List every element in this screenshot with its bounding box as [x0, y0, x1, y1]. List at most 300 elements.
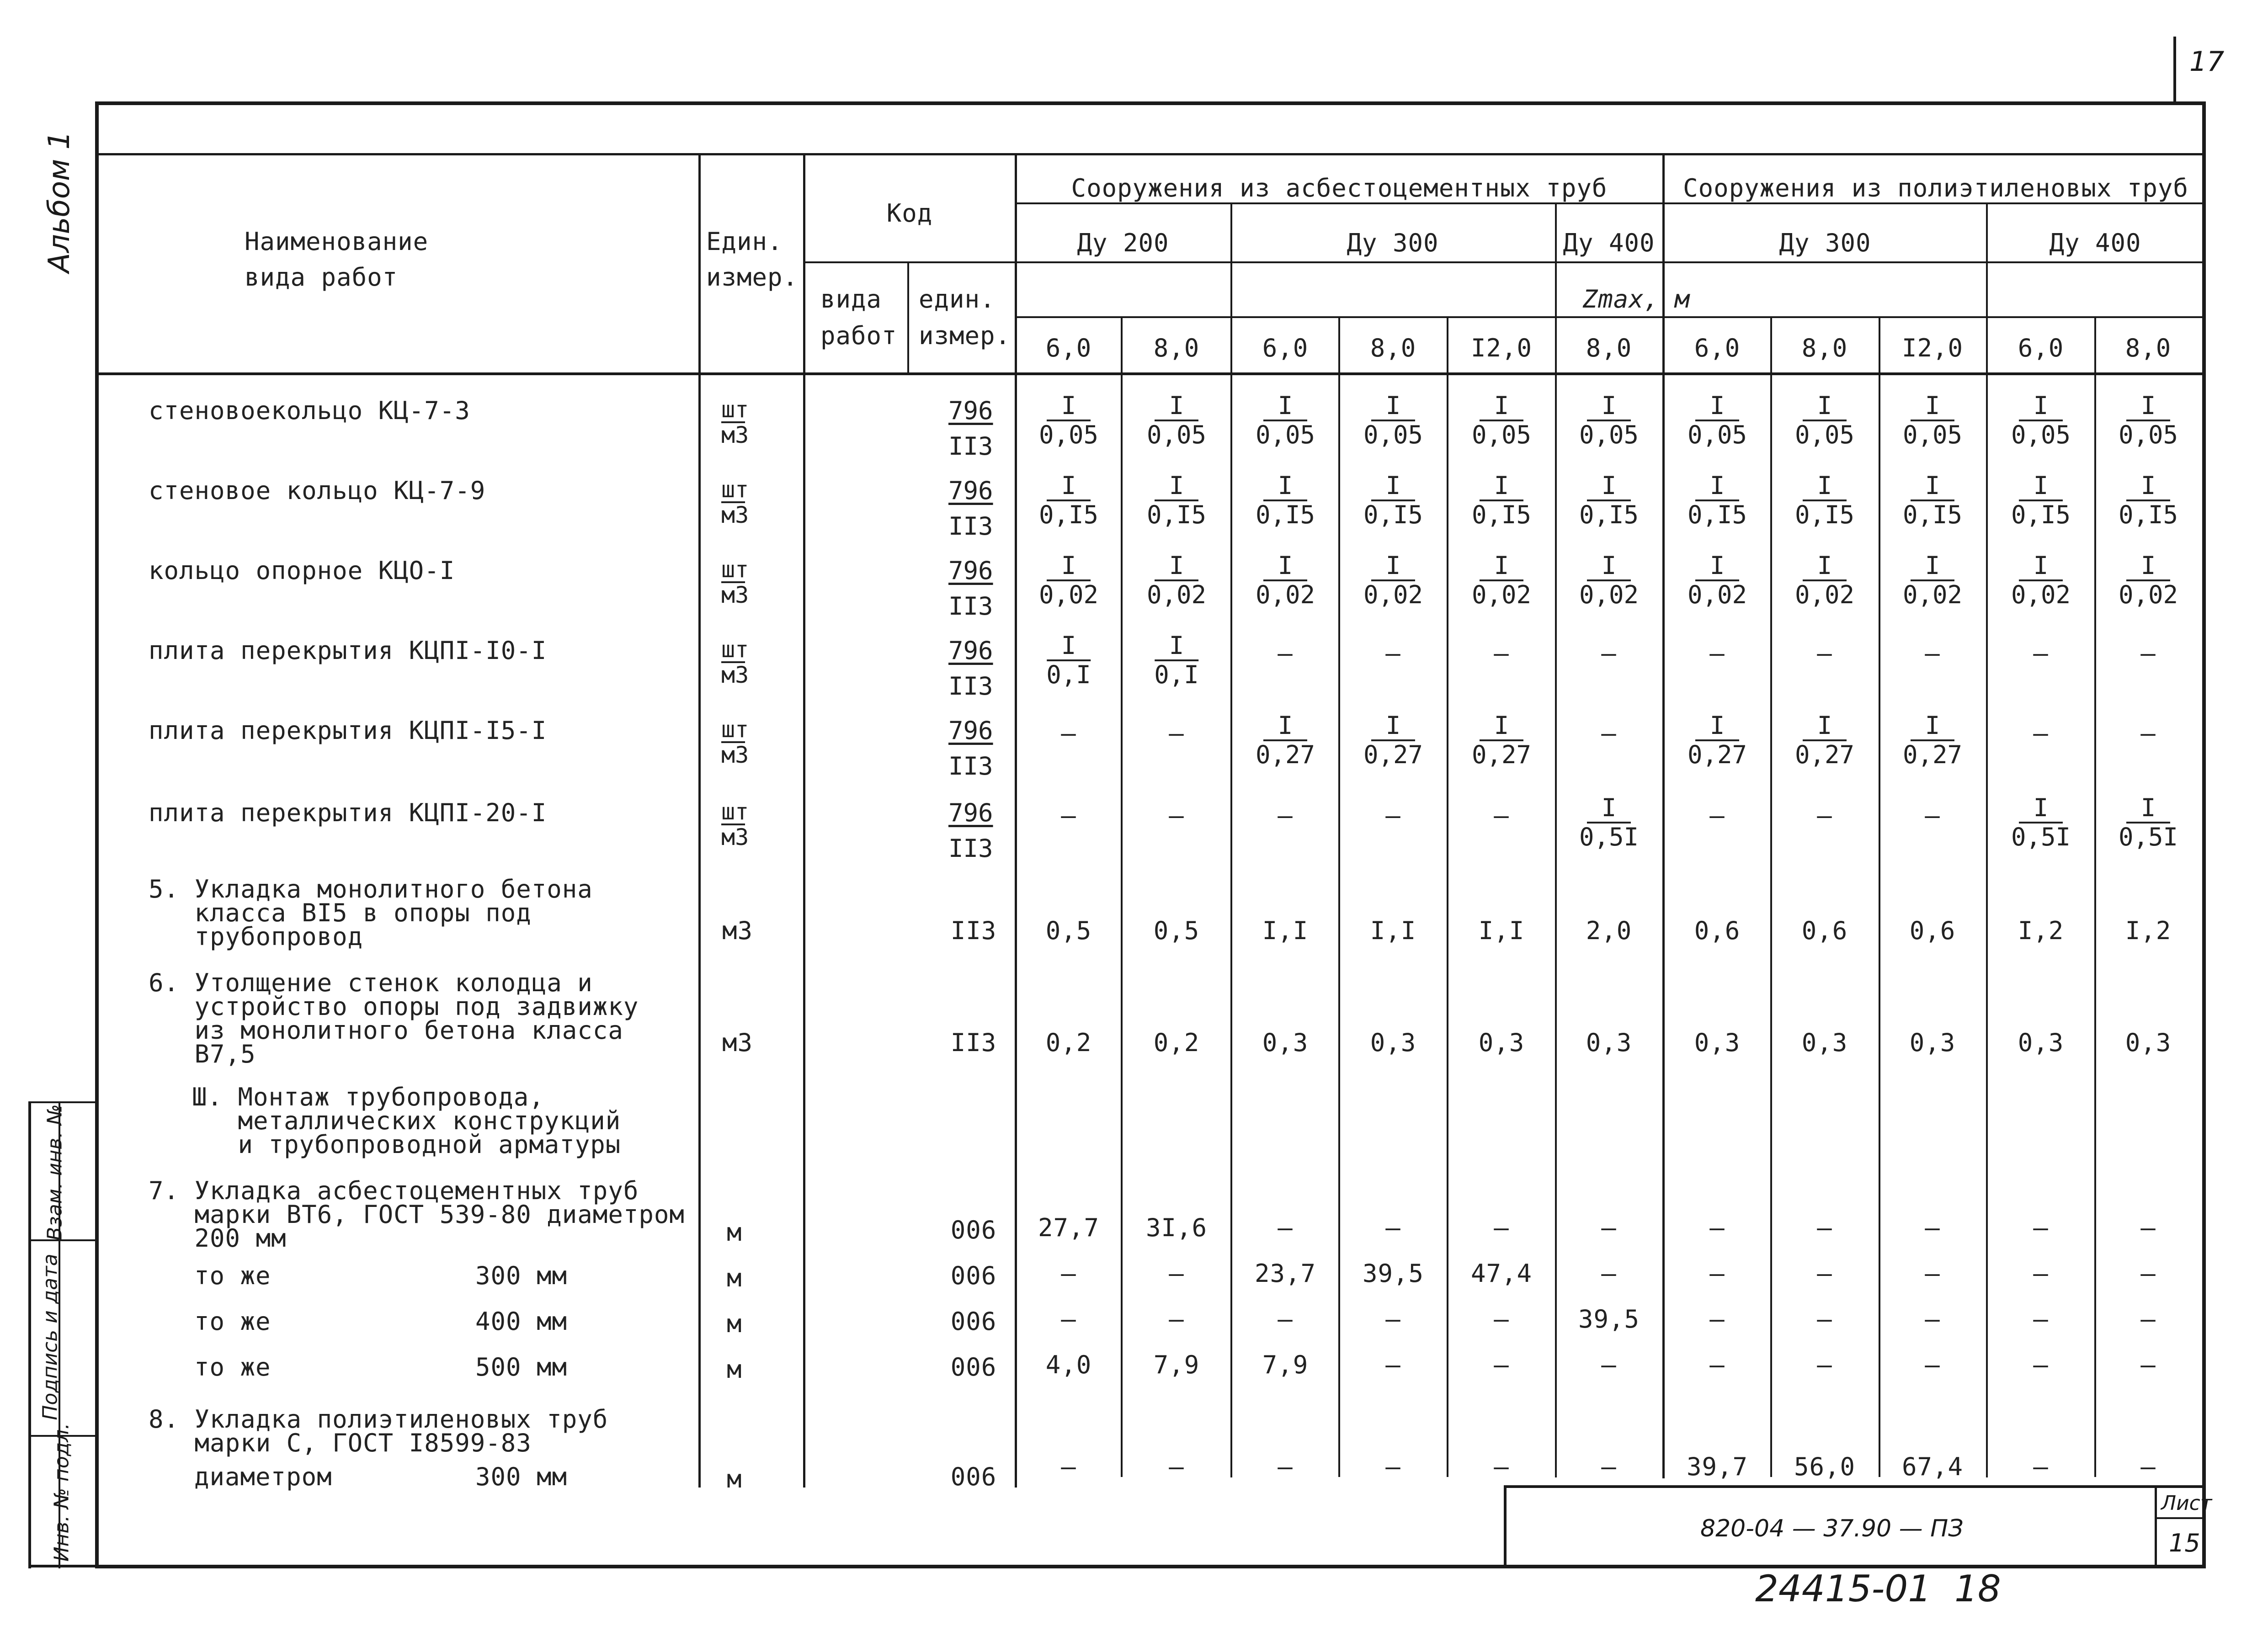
value-cell: –: [1169, 1452, 1184, 1481]
fraction-count: I: [2019, 794, 2063, 824]
fraction-count: I: [1263, 392, 1307, 421]
fraction-count: I: [1371, 392, 1415, 421]
fraction-count: I: [1695, 712, 1739, 741]
value-fraction: [1147, 392, 1206, 449]
fraction-volume: 0,27: [1363, 740, 1423, 769]
depth-header-cell: 6,0: [1694, 334, 1741, 362]
header-code-work: вида работ: [820, 285, 897, 350]
unit-numerator: шт: [721, 396, 749, 423]
work-item-code: II3: [950, 916, 997, 945]
value-cell: 0,3: [1370, 1028, 1416, 1057]
fraction-count: I: [1263, 472, 1307, 501]
value-cell: –: [2033, 1213, 2049, 1242]
value-fraction: [2011, 794, 2071, 851]
fraction-count: I: [1911, 472, 1954, 501]
value-cell: –: [1385, 1305, 1401, 1334]
unit-numerator: шт: [721, 636, 749, 663]
unit-denominator: м3: [721, 662, 749, 688]
value-cell: 0,3: [1694, 1028, 1741, 1057]
fraction-count: I: [1047, 632, 1091, 661]
fraction-volume: 0,05: [1255, 420, 1315, 449]
value-cell: 0,5: [1045, 916, 1092, 945]
value-cell: –: [1601, 719, 1617, 748]
grid-v-code: [907, 261, 909, 374]
value-cell: –: [1169, 1259, 1184, 1288]
fraction-volume: 0,27: [1902, 740, 1963, 769]
pipe-row-unit: м: [727, 1264, 742, 1292]
fraction-count: I: [1911, 552, 1954, 581]
fraction-count: I: [2126, 794, 2170, 824]
value-cell: 7,9: [1262, 1350, 1309, 1379]
row-unit: [721, 717, 749, 767]
unit-denominator: м3: [721, 824, 749, 850]
row-code: [948, 795, 993, 866]
value-cell: 0,3: [2018, 1028, 2064, 1057]
header-du-5: Ду 400: [2049, 228, 2141, 257]
row-unit: [721, 398, 749, 447]
fraction-count: I: [1803, 552, 1847, 581]
code-numerator: 796: [948, 636, 993, 665]
code-numerator: 796: [948, 396, 993, 425]
value-cell: 23,7: [1254, 1259, 1316, 1288]
value-cell: –: [2033, 1350, 2049, 1379]
value-cell: –: [1925, 1305, 1940, 1334]
grid-h-group: [1016, 202, 2204, 204]
pipe-row-label: то же: [194, 1261, 271, 1290]
value-fraction: [1472, 712, 1531, 769]
stamp-sheet-number: 15: [2169, 1529, 2200, 1557]
value-cell: I,2: [2018, 916, 2064, 945]
fraction-count: I: [1047, 472, 1091, 501]
pipe-row-size: 400 мм: [475, 1307, 568, 1336]
value-cell: –: [1494, 639, 1509, 668]
value-cell: –: [2140, 719, 2156, 748]
value-fraction: [2011, 552, 2071, 609]
value-cell: –: [1601, 1213, 1617, 1242]
fraction-count: I: [1480, 472, 1523, 501]
value-cell: –: [1494, 1305, 1509, 1334]
stamp-left: [1504, 1485, 1507, 1567]
value-cell: –: [1925, 1259, 1940, 1288]
unit-text: м3: [722, 1028, 753, 1057]
grid-v-c5: [1555, 202, 1557, 1477]
fraction-count: I: [1695, 472, 1739, 501]
value-cell: –: [2140, 1350, 2156, 1379]
value-fraction: [1363, 552, 1423, 609]
value-cell: –: [1169, 801, 1184, 830]
value-cell: –: [2140, 1213, 2156, 1242]
code-denominator: II3: [948, 834, 993, 863]
header-group-asbestos: Сооружения из асбестоцементных труб: [1071, 174, 1608, 202]
depth-header-cell: 8,0: [1153, 334, 1200, 362]
value-cell: 0,6: [1801, 916, 1848, 945]
value-cell: 3I,6: [1145, 1213, 1208, 1242]
work-item-code: II3: [950, 1028, 997, 1057]
value-cell: –: [2033, 1452, 2049, 1481]
header-name: Наименование вида работ: [245, 227, 429, 292]
fraction-count: I: [1587, 552, 1631, 581]
fraction-volume: 0,05: [1471, 420, 1532, 449]
value-fraction: [1579, 552, 1639, 609]
value-cell: 39,7: [1686, 1452, 1748, 1481]
value-cell: 39,5: [1362, 1259, 1424, 1288]
value-cell: –: [1061, 719, 1076, 748]
pipe-row-unit: м: [727, 1355, 742, 1384]
code-denominator: II3: [948, 752, 993, 781]
value-cell: 0,2: [1153, 1028, 1200, 1057]
fraction-volume: 0,02: [2118, 580, 2178, 609]
value-fraction: [2119, 552, 2178, 609]
value-cell: 7,9: [1153, 1350, 1200, 1379]
pipe-row-unit: м: [727, 1218, 742, 1247]
grid-h-zmax: [1016, 316, 2204, 318]
value-cell: 0,3: [1801, 1028, 1848, 1057]
poly-row-label: диаметром: [194, 1462, 332, 1491]
value-fraction: [1688, 472, 1747, 529]
depth-header-cell: 6,0: [1262, 334, 1309, 362]
fraction-count: I: [1803, 472, 1847, 501]
row-code: [948, 393, 993, 464]
code-numerator: 796: [948, 556, 993, 585]
value-cell: I,2: [2125, 916, 2172, 945]
fraction-volume: 0,02: [1794, 580, 1855, 609]
fraction-volume: 0,I5: [1794, 500, 1855, 529]
value-fraction: [1579, 472, 1639, 529]
item8-heading: 8. Укладка полиэтиленовых труб марки С, ГОСТ I8599-83: [149, 1405, 608, 1457]
fraction-volume: 0,05: [1687, 420, 1747, 449]
value-fraction: [1256, 712, 1315, 769]
value-cell: –: [2140, 1452, 2156, 1481]
fraction-count: I: [1480, 712, 1523, 741]
header-zmax: Zmax, м: [1582, 285, 1690, 313]
fraction-volume: 0,I5: [1687, 500, 1747, 529]
value-cell: –: [1817, 639, 1832, 668]
fraction-volume: 0,I5: [1038, 500, 1099, 529]
value-fraction: [2119, 794, 2178, 851]
fraction-count: I: [2126, 472, 2170, 501]
fraction-volume: 0,05: [1902, 420, 1963, 449]
work-item-unit: [722, 916, 753, 945]
value-cell: –: [1385, 801, 1401, 830]
value-cell: I,I: [1262, 916, 1309, 945]
value-fraction: [1795, 392, 1854, 449]
fraction-volume: 0,I5: [2118, 500, 2178, 529]
value-cell: –: [1278, 1452, 1293, 1481]
pipe-row-code: 006: [950, 1353, 997, 1381]
value-fraction: [1256, 552, 1315, 609]
value-cell: 0,2: [1045, 1028, 1092, 1057]
fraction-count: I: [1371, 472, 1415, 501]
value-cell: –: [1278, 639, 1293, 668]
header-code-unit: един. измер.: [919, 285, 1011, 350]
value-cell: 0,3: [1262, 1028, 1309, 1057]
unit-text: м3: [722, 916, 753, 945]
grid-v-c10: [2094, 316, 2096, 1477]
header-code: Код: [886, 199, 933, 228]
row-name: плита перекрытия КЦПI-I5-I: [149, 716, 547, 745]
stamp-doc-code: 820-04 — 37.90 — ПЗ: [1700, 1515, 1964, 1542]
depth-header-cell: 8,0: [1801, 334, 1848, 362]
value-cell: –: [1061, 1452, 1076, 1481]
depth-header-cell: I2,0: [1901, 334, 1964, 362]
fraction-volume: 0,I5: [1579, 500, 1639, 529]
header-du-3: Ду 400: [1563, 228, 1655, 257]
fraction-count: I: [1911, 392, 1954, 421]
row-name: плита перекрытия КЦПI-20-I: [149, 798, 547, 827]
fraction-volume: 0,02: [1579, 580, 1639, 609]
value-cell: 2,0: [1586, 916, 1632, 945]
value-fraction: [1363, 392, 1423, 449]
fraction-count: I: [1263, 552, 1307, 581]
fraction-volume: 0,27: [1794, 740, 1855, 769]
grid-v-c8: [1879, 316, 1880, 1477]
value-cell: –: [1278, 801, 1293, 830]
code-denominator: II3: [948, 592, 993, 621]
value-cell: –: [1385, 1350, 1401, 1379]
unit-numerator: шт: [721, 556, 749, 583]
unit-denominator: м3: [721, 422, 749, 448]
value-cell: –: [1817, 801, 1832, 830]
value-cell: –: [2033, 719, 2049, 748]
fraction-volume: 0,02: [1255, 580, 1315, 609]
grid-v-c6: [1662, 153, 1665, 1478]
fraction-volume: 0,I5: [1146, 500, 1207, 529]
value-cell: –: [1925, 1213, 1940, 1242]
unit-denominator: м3: [721, 502, 749, 528]
fraction-count: I: [2126, 552, 2170, 581]
value-cell: –: [2033, 1259, 2049, 1288]
fraction-count: I: [1803, 712, 1847, 741]
fraction-count: I: [1155, 552, 1198, 581]
frame-top: [97, 101, 2204, 105]
value-fraction: [1688, 712, 1747, 769]
work-item-name: 6. Утолщение стенок колодца и устройство опоры под задвижку из монолитного бетона класса B7,5: [149, 968, 639, 1068]
value-fraction: [1039, 392, 1098, 449]
value-cell: –: [1061, 801, 1076, 830]
fraction-volume: 0,I5: [1255, 500, 1315, 529]
row-unit: [721, 638, 749, 687]
fraction-count: I: [1263, 712, 1307, 741]
value-cell: –: [1385, 1452, 1401, 1481]
stamp-sheet-label: Лист: [2161, 1492, 2212, 1515]
value-fraction: [1903, 472, 1962, 529]
value-cell: –: [1385, 1213, 1401, 1242]
depth-header-cell: 6,0: [1045, 334, 1092, 362]
value-cell: –: [1817, 1259, 1832, 1288]
value-fraction: [1472, 392, 1531, 449]
value-cell: –: [1494, 1350, 1509, 1379]
value-fraction: [2119, 472, 2178, 529]
value-fraction: [1154, 632, 1199, 689]
fraction-volume: 0,05: [2118, 420, 2178, 449]
value-cell: –: [2140, 1259, 2156, 1288]
value-fraction: [1579, 392, 1639, 449]
value-cell: I,I: [1478, 916, 1525, 945]
code-denominator: II3: [948, 672, 993, 701]
value-fraction: [1039, 552, 1098, 609]
fraction-volume: 0,02: [1363, 580, 1423, 609]
side-label-vzam: Взам. инв. №: [43, 1104, 67, 1241]
value-cell: –: [1709, 639, 1725, 668]
fraction-count: I: [1587, 794, 1631, 824]
fraction-volume: 0,I5: [1902, 500, 1963, 529]
grid-v-unit: [803, 153, 805, 1488]
code-numerator: 796: [948, 798, 993, 827]
value-cell: –: [2033, 1305, 2049, 1334]
value-fraction: [1472, 552, 1531, 609]
value-fraction: [1363, 472, 1423, 529]
fraction-count: I: [1803, 392, 1847, 421]
value-fraction: [1688, 392, 1747, 449]
fraction-volume: 0,I5: [1471, 500, 1532, 529]
side-label-signature: Подпись и дата: [38, 1254, 62, 1420]
fraction-count: I: [1371, 712, 1415, 741]
poly-row-size: 300 мм: [475, 1462, 568, 1491]
fraction-volume: 0,02: [1902, 580, 1963, 609]
fraction-count: I: [1587, 392, 1631, 421]
depth-header-cell: I2,0: [1470, 334, 1533, 362]
value-cell: –: [1709, 1259, 1725, 1288]
value-cell: –: [1494, 1213, 1509, 1242]
value-cell: 0,6: [1694, 916, 1741, 945]
fraction-count: I: [2126, 392, 2170, 421]
value-cell: 0,3: [1478, 1028, 1525, 1057]
fraction-count: I: [1155, 392, 1198, 421]
fraction-volume: 0,02: [1146, 580, 1207, 609]
side-label-inv-podl: Инв. № подл.: [50, 1423, 74, 1562]
archive-number: 24415-01 18: [1755, 1567, 2001, 1610]
value-fraction: [1147, 552, 1206, 609]
value-fraction: [2119, 392, 2178, 449]
value-fraction: [1903, 392, 1962, 449]
row-code: [948, 553, 993, 624]
value-cell: –: [1925, 639, 1940, 668]
pipe-row-size: 300 мм: [475, 1261, 568, 1290]
unit-numerator: шт: [721, 716, 749, 743]
grid-v-c7: [1770, 316, 1772, 1477]
grid-v-c2: [1230, 202, 1232, 1477]
value-cell: –: [1601, 1350, 1617, 1379]
value-fraction: [1256, 392, 1315, 449]
fraction-count: I: [1480, 552, 1523, 581]
binding-strip-left: [28, 1101, 31, 1568]
fraction-count: I: [1047, 552, 1091, 581]
row-name: стеновое кольцо КЦ-7-9: [149, 476, 486, 505]
value-cell: 0,3: [1586, 1028, 1632, 1057]
depth-header-cell: 8,0: [2125, 334, 2172, 362]
code-denominator: II3: [948, 512, 993, 541]
value-cell: –: [1278, 1213, 1293, 1242]
value-cell: 39,5: [1578, 1305, 1640, 1334]
value-cell: 0,3: [2125, 1028, 2172, 1057]
poly-row-code: 006: [950, 1462, 997, 1491]
header-du-2: Ду 300: [1347, 228, 1439, 257]
fraction-volume: 0,02: [2011, 580, 2071, 609]
work-item-unit: [722, 1028, 753, 1057]
value-fraction: [1046, 632, 1091, 689]
grid-v-c4: [1447, 316, 1448, 1477]
pipe-row-unit: м: [727, 1309, 742, 1338]
grid-v-c9: [1986, 202, 1988, 1477]
poly-row-unit: м: [727, 1465, 742, 1493]
grid-v-c1: [1121, 316, 1123, 1477]
pipe-row-label: то же: [194, 1307, 271, 1336]
page-number: 17: [2189, 46, 2225, 78]
pipe-row-code: 006: [950, 1307, 997, 1336]
value-cell: –: [2140, 639, 2156, 668]
value-fraction: [1688, 552, 1747, 609]
row-name: плита перекрытия КЦПI-I0-I: [149, 636, 547, 665]
value-fraction: [1039, 472, 1098, 529]
grid-v-name: [698, 153, 701, 1488]
value-cell: –: [1385, 639, 1401, 668]
grid-v-c3: [1338, 316, 1340, 1477]
fraction-volume: 0,02: [1038, 580, 1099, 609]
fraction-count: I: [1047, 392, 1091, 421]
fraction-count: I: [1371, 552, 1415, 581]
fraction-volume: 0,27: [1471, 740, 1532, 769]
value-cell: –: [1817, 1213, 1832, 1242]
fraction-volume: 0,I: [1046, 660, 1091, 689]
item7-heading: 7. Укладка асбестоцементных труб марки BT6, ГОСТ 539-80 диаметром 200 мм: [149, 1176, 685, 1253]
depth-header-cell: 6,0: [2018, 334, 2064, 362]
fraction-volume: 0,05: [1146, 420, 1207, 449]
header-group-poly: Сооружения из полиэтиленовых труб: [1683, 174, 2188, 202]
value-cell: 4,0: [1045, 1350, 1092, 1379]
pipe-row-code: 006: [950, 1261, 997, 1290]
frame-right: [2202, 101, 2206, 1568]
value-cell: 0,5: [1153, 916, 1200, 945]
unit-denominator: м3: [721, 582, 749, 608]
value-cell: –: [1061, 1259, 1076, 1288]
value-cell: –: [1061, 1305, 1076, 1334]
fraction-volume: 0,I: [1154, 660, 1199, 689]
depth-header-cell: 8,0: [1586, 334, 1632, 362]
grid-v-codeunit: [1015, 153, 1017, 1488]
row-name: кольцо опорное КЦО-I: [149, 556, 455, 585]
value-cell: –: [1169, 1305, 1184, 1334]
stamp-top: [1504, 1485, 2204, 1488]
page-corner-tick: [2173, 37, 2176, 103]
fraction-count: I: [1155, 632, 1198, 661]
value-cell: –: [1278, 1305, 1293, 1334]
code-numerator: 796: [948, 716, 993, 745]
work-item-name: 5. Укладка монолитного бетона класса BI5 в опоры под трубопровод: [149, 875, 593, 951]
row-unit: [721, 478, 749, 527]
value-fraction: [1903, 712, 1962, 769]
value-cell: –: [1817, 1305, 1832, 1334]
fraction-volume: 0,05: [2011, 420, 2071, 449]
fraction-volume: 0,5I: [1579, 823, 1639, 851]
value-cell: 27,7: [1038, 1213, 1100, 1242]
value-cell: –: [2140, 1305, 2156, 1334]
fraction-count: I: [1695, 552, 1739, 581]
fraction-count: I: [1480, 392, 1523, 421]
value-cell: –: [1925, 1350, 1940, 1379]
code-denominator: II3: [948, 432, 993, 461]
row-code: [948, 473, 993, 544]
row-unit: [721, 800, 749, 849]
unit-numerator: шт: [721, 798, 749, 825]
code-numerator: 796: [948, 476, 993, 505]
album-label: Альбом 1: [43, 131, 76, 273]
fraction-count: I: [1587, 472, 1631, 501]
value-fraction: [1472, 472, 1531, 529]
fraction-volume: 0,I5: [2011, 500, 2071, 529]
section-heading: Ш. Монтаж трубопровода, металлических конструкций и трубопроводной арматуры: [192, 1083, 621, 1159]
row-unit: [721, 558, 749, 607]
value-cell: –: [1709, 1305, 1725, 1334]
